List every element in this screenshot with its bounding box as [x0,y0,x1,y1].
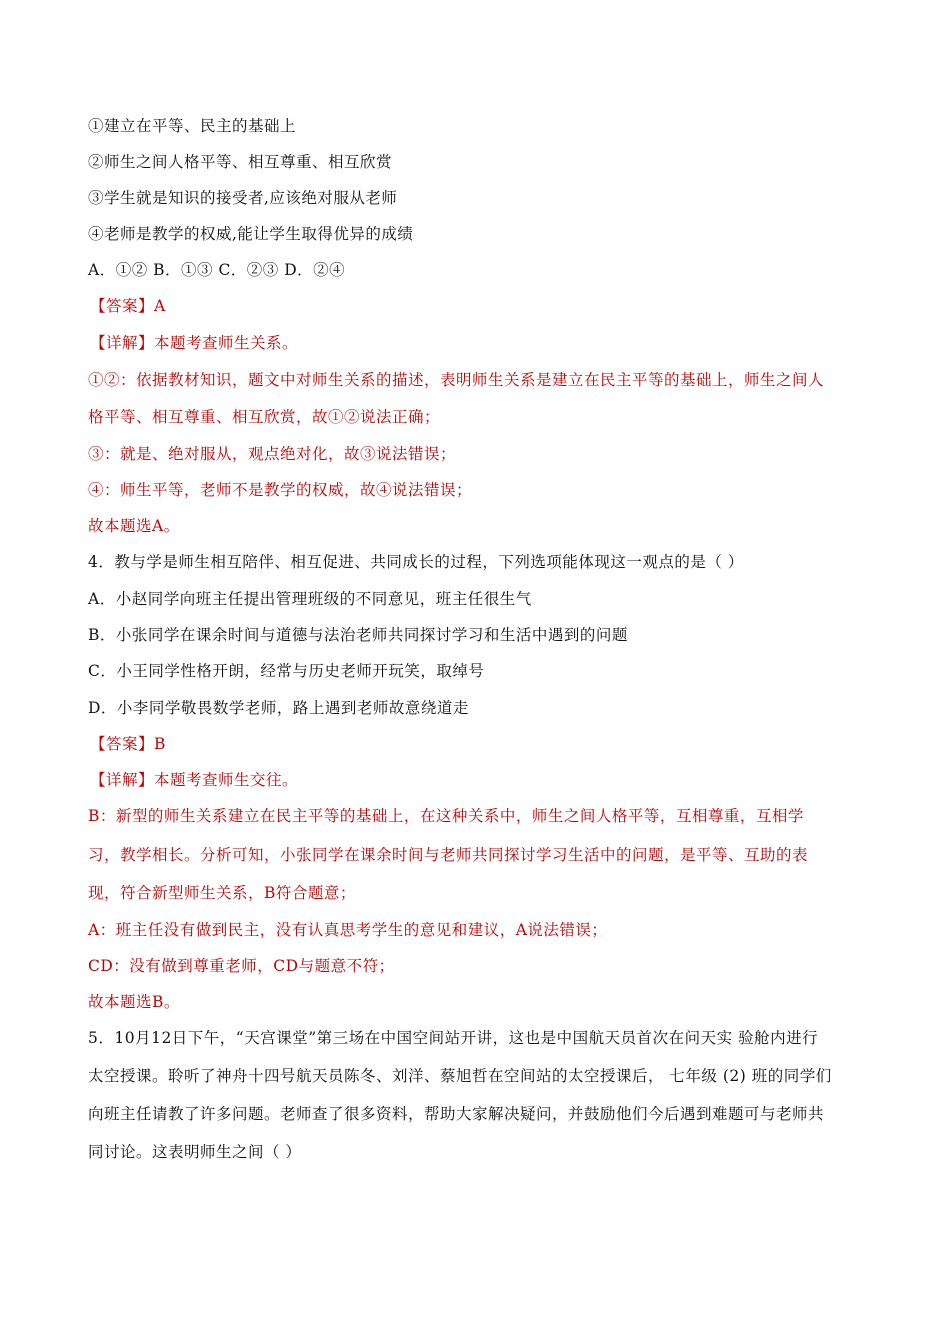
q3-option-3: ③学生就是知识的接受者,应该绝对服从老师 [88,189,398,207]
q3-explain-line-3: ③：就是、绝对服从，观点绝对化，故③说法错误； [88,445,457,463]
q4-explain-line-1: B：新型的师生关系建立在民主平等的基础上，在这种关系中，师生之间人格平等，互相尊重，互相学 [88,807,804,825]
q4-option-b: B．小张同学在课余时间与道德与法治老师共同探讨学习和生活中遇到的问题 [88,626,628,644]
q5-stem-line-4: 同讨论。这表明师生之间（ ） [88,1143,302,1161]
q4-detail-heading: 【详解】本题考查师生交往。 [90,771,299,789]
q3-explain-line-4: ④：师生平等，老师不是教学的权威，故④说法错误； [88,481,473,499]
q5-stem-line-1: 5．10月12日下午，“天宫课堂”第三场在中国空间站开讲，这也是中国航天员首次在问天实 验舱内进行 [88,1029,819,1047]
q4-explain-line-2: 习，教学相长。分析可知，小张同学在课余时间与老师共同探讨学习生活中的问题，是平等、互助的表 [88,846,809,864]
q5-stem-line-3: 向班主任请教了许多问题。老师查了很多资料，帮助大家解决疑问，并鼓励他们今后遇到难题可与老师共 [88,1105,825,1123]
q4-stem: 4．教与学是师生相互陪伴、相互促进、共同成长的过程，下列选项能体现这一观点的是（ ） [88,553,744,571]
q3-option-1: ①建立在平等、民主的基础上 [88,117,297,135]
q3-explain-line-2: 格平等、相互尊重、相互欣赏，故①②说法正确； [88,408,441,426]
q4-explain-line-5: CD：没有做到尊重老师，CD与题意不符； [88,957,395,975]
q4-explain-line-4: A：班主任没有做到民主，没有认真思考学生的意见和建议，A说法错误； [88,921,608,939]
q4-conclusion: 故本题选B。 [88,993,180,1011]
q3-explain-line-1: ①②：依据教材知识，题文中对师生关系的描述，表明师生关系是建立在民主平等的基础上，师生之间人 [88,371,825,389]
q3-option-2: ②师生之间人格平等、相互尊重、相互欣赏 [88,153,393,171]
q3-detail-heading: 【详解】本题考查师生关系。 [90,334,299,352]
q3-choices: A．①② B．①③ C．②③ D．②④ [88,261,346,279]
q4-answer: 【答案】B [90,735,166,753]
q4-option-c: C．小王同学性格开朗，经常与历史老师开玩笑，取绰号 [88,662,485,680]
q4-option-a: A．小赵同学向班主任提出管理班级的不同意见，班主任很生气 [88,590,532,608]
q3-answer: 【答案】A [90,297,166,315]
q4-option-d: D．小李同学敬畏数学老师，路上遇到老师故意绕道走 [88,699,469,717]
q4-explain-line-3: 现，符合新型师生关系，B符合题意； [88,884,356,902]
q3-conclusion: 故本题选A。 [88,517,180,535]
q3-option-4: ④老师是教学的权威,能让学生取得优异的成绩 [88,225,414,243]
q5-stem-line-2: 太空授课。聆听了神舟十四号航天员陈冬、刘洋、蔡旭哲在空间站的太空授课后， 七年级 (2) 班的同学们 [88,1067,832,1085]
